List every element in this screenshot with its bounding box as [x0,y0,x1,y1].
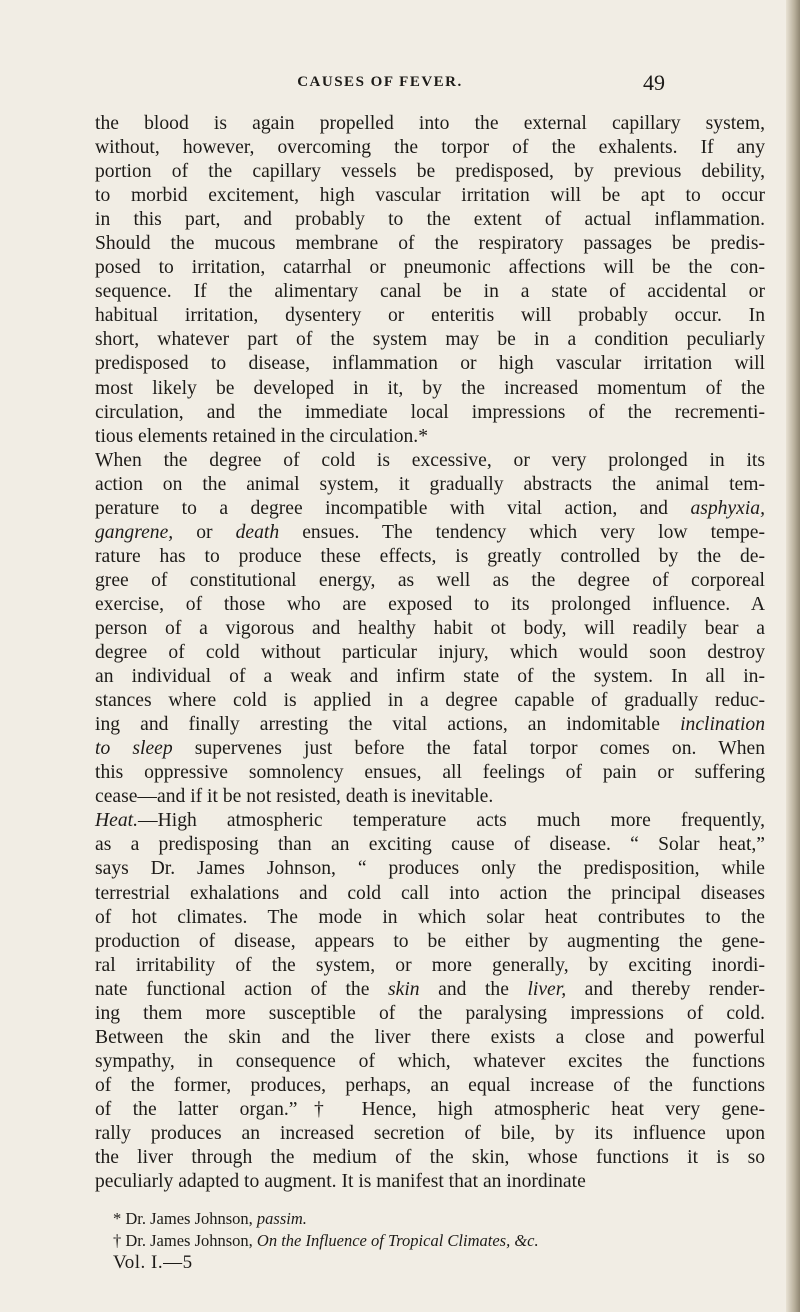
text-line: gree of constitutional energy, as well as the degree of corporeal [95,569,765,591]
text-line: perature to a degree incompatible with vital action, and asphyxia, [95,497,765,519]
signature-mark: Vol. I.—5 [113,1252,193,1273]
text-line: sequence. If the alimentary canal be in a state of accidental or [95,281,765,303]
text-line: production of disease, appears to be either by augmenting the gene- [95,930,765,952]
text-line: predisposed to disease, inflammation or high vascular irritation will [95,353,765,375]
text-line: of hot climates. The mode in which solar heat contributes to the [95,906,765,928]
text-line: terrestrial exhalations and cold call into action the principal diseases [95,882,765,904]
text-line: says Dr. James Johnson, “ produces only the predisposition, while [95,858,765,880]
text-line: circulation, and the immediate local impressions of the recrementi- [95,401,765,423]
body-text [95,112,765,1194]
text-line: cease—and if it be not resisted, death is inevitable. [95,786,494,808]
text-line: as a predisposing than an exciting cause of disease. “ Solar heat,” [95,834,765,856]
text-line: to morbid excitement, high vascular irritation will be apt to occur [95,185,765,207]
text-line: most likely be developed in it, by the increased momentum of the [95,377,765,399]
footnote: * Dr. James Johnson, passim. [113,1209,307,1228]
text-line: rally produces an increased secretion of bile, by its influence upon [95,1122,765,1144]
text-line: of the former, produces, perhaps, an equal increase of the functions [95,1074,765,1096]
paragraph [95,112,765,449]
paragraph [95,449,765,810]
text-line: stances where cold is applied in a degree capable of gradually reduc- [95,690,765,712]
footnote: † Dr. James Johnson, On the Influence of Tropical Climates, &c. [113,1231,539,1250]
paragraph [95,809,765,1194]
text-line: exercise, of those who are exposed to its prolonged influence. A [95,593,765,615]
text-line: gangrene, or death ensues. The tendency which very low tempe- [95,521,765,543]
text-line: the liver through the medium of the skin, whose functions it is so [95,1147,765,1169]
text-line: in this part, and probably to the extent of actual inflammation. [95,209,765,231]
text-line: rature has to produce these effects, is greatly controlled by the de- [95,545,765,567]
text-line: sympathy, in consequence of which, whatever excites the functions [95,1050,765,1072]
text-line: peculiarly adapted to augment. It is manifest that an inordinate [95,1171,586,1193]
text-line: tious elements retained in the circulation.* [95,425,428,447]
text-line: portion of the capillary vessels be predisposed, by previous debility, [95,161,765,183]
text-line: an individual of a weak and infirm state of the system. In all in- [95,666,765,688]
text-line: action on the animal system, it gradually abstracts the animal tem- [95,473,765,495]
text-line: ing them more susceptible of the paralysing impressions of cold. [95,1002,765,1024]
text-line: posed to irritation, catarrhal or pneumonic affections will be the con- [95,257,765,279]
text-line: to sleep supervenes just before the fatal torpor comes on. When [95,738,765,760]
footnotes [95,1208,765,1274]
text-line: nate functional action of the skin and the liver, and thereby render- [95,978,765,1000]
running-head: CAUSES OF FEVER. [297,74,463,90]
text-line: Heat.—High atmospheric temperature acts much more frequently, [95,810,765,832]
page-edge [786,0,800,1312]
text-line: Should the mucous membrane of the respiratory passages be predis- [95,233,765,255]
text-line: When the degree of cold is excessive, or very prolonged in its [95,449,765,471]
text-line: the blood is again propelled into the external capillary system, [95,113,765,134]
text-line: this oppressive somnolency ensues, all feelings of pain or suffering [95,762,765,784]
text-line: short, whatever part of the system may be in a condition peculiarly [95,329,765,351]
page-header [95,70,665,102]
page-number: 49 [643,70,665,95]
text-line: ral irritability of the system, or more generally, by exciting inordi- [95,954,765,976]
text-line: of the latter organ.”† Hence, high atmospheric heat very gene- [95,1098,765,1120]
text-line: habitual irritation, dysentery or enteritis will probably occur. In [95,305,765,327]
text-line: without, however, overcoming the torpor of the exhalents. If any [95,137,765,159]
text-line: degree of cold without particular injury, which would soon destroy [95,642,765,664]
text-line: Between the skin and the liver there exists a close and powerful [95,1026,765,1048]
text-line: person of a vigorous and healthy habit ot body, will readily bear a [95,617,765,639]
text-line: ing and finally arresting the vital actions, an indomitable inclination [95,714,765,736]
